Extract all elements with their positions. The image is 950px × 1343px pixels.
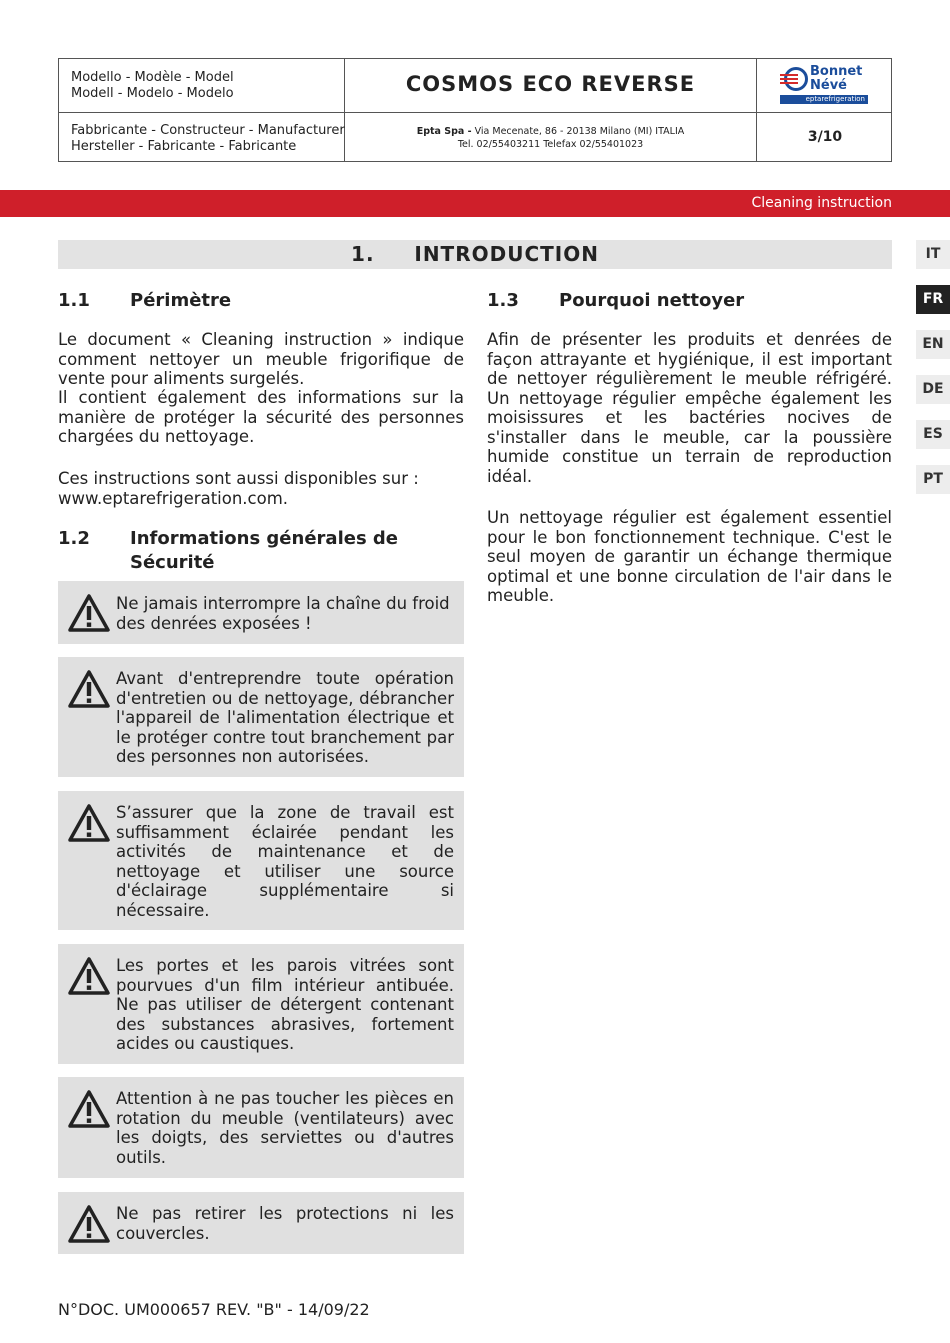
document-reference: N°DOC. UM000657 REV. "B" - 14/09/22 [58,1300,370,1319]
company-name: Epta Spa - [416,126,472,137]
bonnet-neve-logo [780,65,870,107]
warning-box [58,1192,464,1254]
section-number: 1.2 [58,528,90,549]
model-label [71,70,234,102]
logo-line2: Névé [810,78,847,93]
section-band [0,190,950,217]
manufacturer-label-line1: Fabbricante - Constructeur - Manufacturer [71,123,345,138]
warning-triangle-icon [67,1089,111,1129]
warning-triangle-icon [67,669,111,709]
warning-box [58,791,464,930]
chapter-title: 1. INTRODUCTION [351,242,599,266]
lang-tab-de[interactable]: DE [916,375,950,404]
section-title: Périmètre [130,290,232,311]
lang-tab-it[interactable]: IT [916,240,950,269]
warning-triangle-icon [67,803,111,843]
lang-tab-fr[interactable]: FR [916,285,950,314]
warning-text: Les portes et les parois vitrées sont pourvues d'un film intérieur antibuée. Ne pas utiliser de détergent contenant des substances abrasives, fortement acides ou caustiques. [116,956,454,1053]
logo-bar: eptarefrigeration [780,95,868,104]
warning-text: Avant d'entreprendre toute opération d'entretien ou de nettoyage, débrancher l'appareil de l'alimentation électrique et le protéger contre tout branchement par des personnes non autorisées. [116,669,454,766]
lang-tab-en[interactable]: EN [916,330,950,359]
section-number: 1.1 [58,290,90,311]
paragraph-1-1-a: Le document « Cleaning instruction » indique comment nettoyer un meuble frigorifique de vente pour aliments surgelés. [58,330,464,388]
page-number: 3/10 [807,129,843,145]
warning-text: Ne pas retirer les protections ni les couvercles. [116,1204,454,1243]
address-line: Via Mecenate, 86 - 20138 Milano (MI) ITALIA [471,126,685,137]
warning-text: Ne jamais interrompre la chaîne du froid des denrées exposées ! [116,594,450,633]
warning-triangle-icon [67,1204,111,1244]
warning-box [58,1077,464,1178]
warning-triangle-icon [67,956,111,996]
phone-line: Tel. 02/55403211 Telefax 02/55401023 [457,139,644,150]
band-title: Cleaning instruction [751,195,892,211]
paragraph-1-1-c: Ces instructions sont aussi disponibles sur : www.eptarefrigeration.com. [58,469,419,508]
warning-box [58,581,464,644]
lang-tab-pt[interactable]: PT [916,465,950,494]
model-name: COSMOS ECO REVERSE [405,72,696,96]
section-heading-1-1 [58,289,464,313]
paragraph-1-3-b: Un nettoyage régulier est également essentiel pour le bon fonctionnement technique. C'est le seul moyen de garantir un échange thermique optimal et une bonne circulation de l'air dans le meuble. [487,508,892,605]
manufacturer-address [345,125,756,151]
warning-text: S’assurer que la zone de travail est suffisamment éclairée pendant les activités de maintenance et de nettoyage et utiliser une source d'éclairage supplémentaire si nécessaire. [116,803,454,920]
section-number: 1.3 [487,290,519,311]
section-title: Pourquoi nettoyer [559,290,745,311]
logo-stripes-icon [780,74,798,85]
section-title: Informations générales de Sécurité [130,528,399,573]
warning-box [58,657,464,777]
paragraph-1-1-b: Il contient également des informations sur la manière de protéger la sécurité des personnes chargées du nettoyage. [58,388,464,446]
section-heading-1-3 [487,289,893,313]
section-heading-1-2 [58,527,464,575]
lang-tab-es[interactable]: ES [916,420,950,449]
warning-triangle-icon [67,593,111,633]
logo-text [810,65,862,93]
warning-text: Attention à ne pas toucher les pièces en rotation du meuble (ventilateurs) avec les doigts, des serviettes ou d'autres outils. [116,1089,454,1167]
document-header-table [58,58,892,162]
manufacturer-label-line2: Hersteller - Fabricante - Fabricante [71,139,297,154]
chapter-heading-bar [58,240,892,269]
model-label-line1: Modello - Modèle - Model [71,70,234,85]
model-label-line2: Modell - Modelo - Modelo [71,86,234,101]
logo-line1: Bonnet [810,64,863,79]
manufacturer-label [71,123,345,155]
paragraph-1-3-a: Afin de présenter les produits et denrées de façon attrayante et hygiénique, il est important de nettoyer régulièrement le meuble réfrigéré. Un nettoyage régulier empêche également les moisissures et les bactéries nocives de s'installer dans le meuble, car la poussière humide constitue un terrain de reproduction idéal. [487,330,892,486]
warning-box [58,944,464,1064]
